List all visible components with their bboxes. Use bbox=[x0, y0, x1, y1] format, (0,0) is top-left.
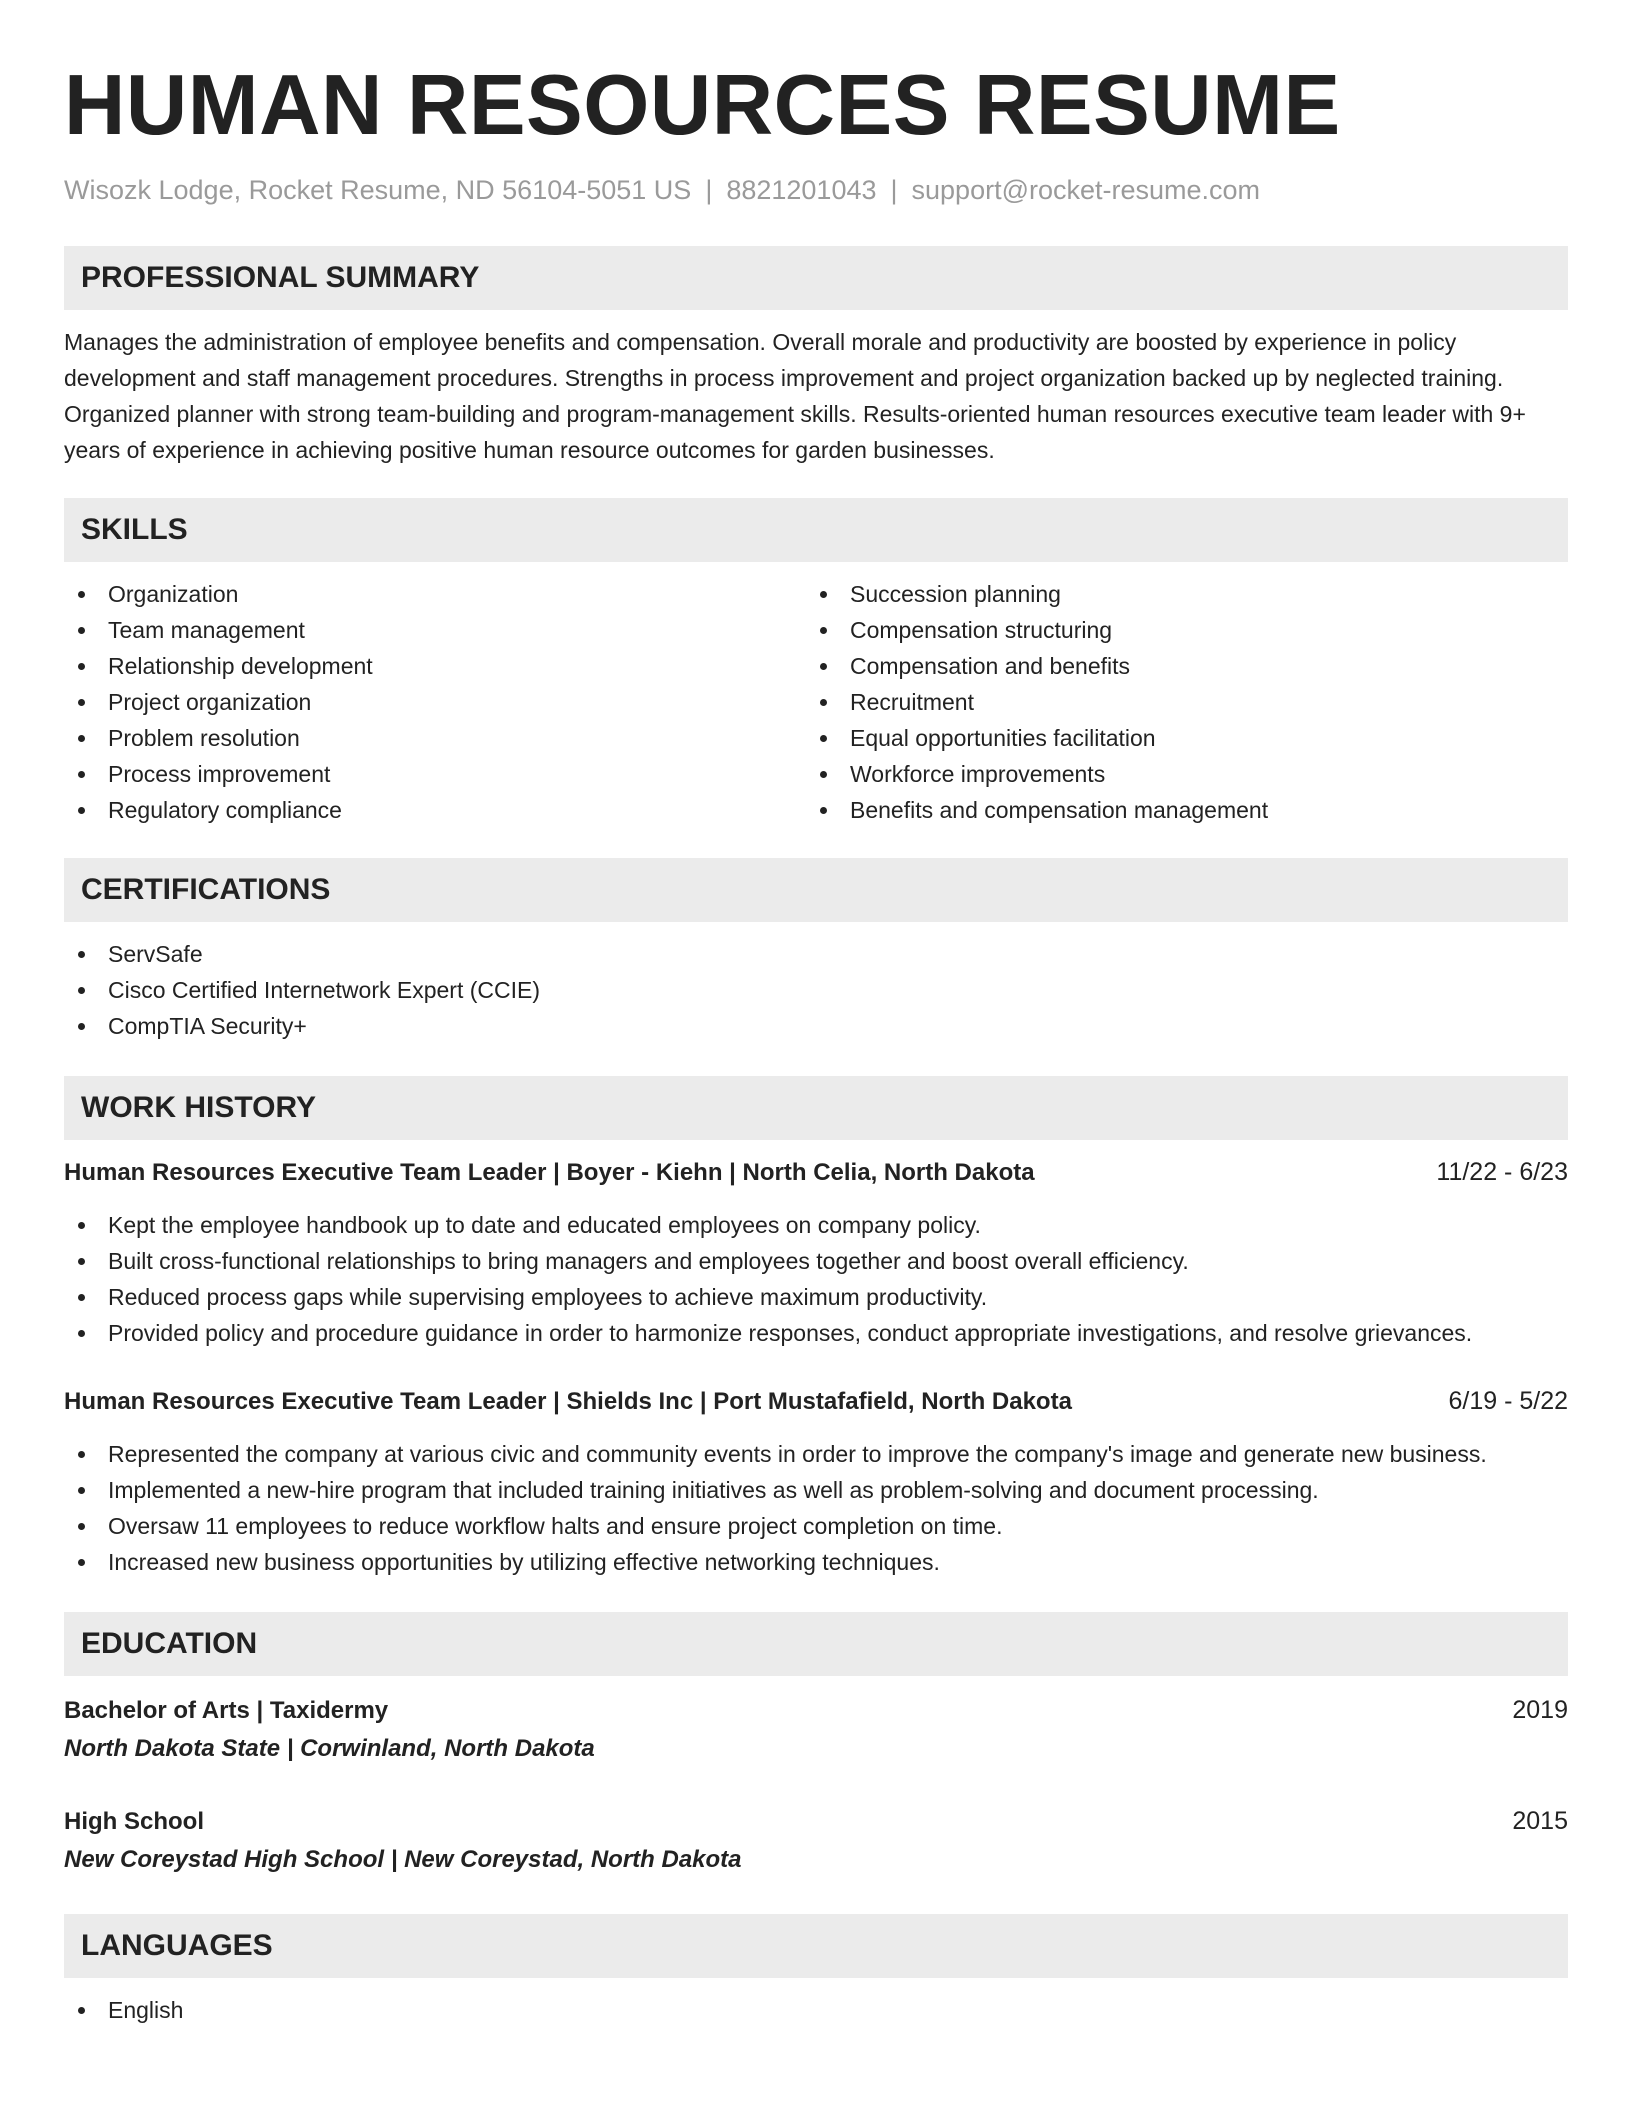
job-header bbox=[64, 1383, 1568, 1420]
education-entry-header bbox=[64, 1803, 1568, 1840]
job-entry bbox=[64, 1154, 1568, 1351]
education-degree: Bachelor of Arts | Taxidermy bbox=[64, 1697, 389, 1724]
job-bullet: Built cross-functional relationships to bring managers and employees together and boost overall efficiency. bbox=[64, 1243, 1568, 1279]
job-bullet: Oversaw 11 employees to reduce workflow halts and ensure project completion on time. bbox=[64, 1508, 1568, 1544]
skill-item: Compensation and benefits bbox=[806, 648, 1548, 684]
skill-item: Process improvement bbox=[64, 756, 806, 792]
skill-item: Regulatory compliance bbox=[64, 792, 806, 828]
contact-phone: 8821201043 bbox=[726, 175, 877, 205]
job-dates: 6/19 - 5/22 bbox=[1448, 1387, 1568, 1415]
summary-text: Manages the administration of employee benefits and compensation. Overall morale and productivity are boosted by experience in policy development and staff management procedures. Strengths in process improvement and project organization backed up by neglected training. Organized planner with strong team-building and program-management skills. Results-oriented human resources executive team leader with 9+ years of experience in achieving positive human resource outcomes for garden businesses. bbox=[64, 329, 1526, 463]
skill-item: Relationship development bbox=[64, 648, 806, 684]
certification-item: CompTIA Security+ bbox=[64, 1008, 1568, 1044]
skill-item: Succession planning bbox=[806, 576, 1548, 612]
job-heading: Human Resources Executive Team Leader | Shields Inc | Port Mustafafield, North Dakota bbox=[64, 1388, 1072, 1415]
languages-section bbox=[64, 1914, 1568, 2028]
education-header: EDUCATION bbox=[64, 1612, 1568, 1676]
skill-item: Equal opportunities facilitation bbox=[806, 720, 1548, 756]
job-entry bbox=[64, 1383, 1568, 1580]
education-school: North Dakota State | Corwinland, North Dakota bbox=[64, 1735, 595, 1762]
education-entry bbox=[64, 1803, 1568, 1878]
job-bullet: Increased new business opportunities by utilizing effective networking techniques. bbox=[64, 1544, 1568, 1580]
education-school: New Coreystad High School | New Coreystad, North Dakota bbox=[64, 1846, 742, 1873]
education-year: 2015 bbox=[1512, 1807, 1568, 1835]
certifications-header: CERTIFICATIONS bbox=[64, 858, 1568, 922]
education-section bbox=[64, 1612, 1568, 1878]
contact-address: Wisozk Lodge, Rocket Resume, ND 56104-5051 US bbox=[64, 175, 692, 205]
skill-item: Project organization bbox=[64, 684, 806, 720]
job-header bbox=[64, 1154, 1568, 1191]
job-bullet: Represented the company at various civic and community events in order to improve the company's image and generate new business. bbox=[64, 1436, 1568, 1472]
contact-separator: | bbox=[890, 175, 898, 205]
job-bullets bbox=[64, 1436, 1568, 1580]
certification-item: ServSafe bbox=[64, 936, 1568, 972]
skills-right-list bbox=[806, 576, 1548, 828]
job-bullet: Implemented a new-hire program that included training initiatives as well as problem-solving and document processing. bbox=[64, 1472, 1568, 1508]
languages-header: LANGUAGES bbox=[64, 1914, 1568, 1978]
contact-email: support@rocket-resume.com bbox=[911, 175, 1261, 205]
resume-title: HUMAN RESOURCES RESUME bbox=[64, 58, 1341, 153]
work-history-header: WORK HISTORY bbox=[64, 1076, 1568, 1140]
language-item: English bbox=[64, 1992, 1568, 2028]
contact-line bbox=[64, 172, 1568, 208]
certifications-section bbox=[64, 858, 1568, 1044]
skill-item: Compensation structuring bbox=[806, 612, 1548, 648]
skill-item: Benefits and compensation management bbox=[806, 792, 1548, 828]
job-bullet: Kept the employee handbook up to date and educated employees on company policy. bbox=[64, 1207, 1568, 1243]
work-history-section bbox=[64, 1076, 1568, 1580]
contact-separator: | bbox=[705, 175, 713, 205]
skill-item: Team management bbox=[64, 612, 806, 648]
skills-left-list bbox=[64, 576, 806, 828]
skills-section bbox=[64, 498, 1568, 828]
job-dates: 11/22 - 6/23 bbox=[1436, 1158, 1568, 1186]
certification-item: Cisco Certified Internetwork Expert (CCIE) bbox=[64, 972, 1568, 1008]
job-bullets bbox=[64, 1207, 1568, 1351]
education-entry bbox=[64, 1692, 1568, 1767]
education-degree: High School bbox=[64, 1808, 204, 1835]
job-heading: Human Resources Executive Team Leader | Boyer - Kiehn | North Celia, North Dakota bbox=[64, 1159, 1035, 1186]
skill-item: Recruitment bbox=[806, 684, 1548, 720]
education-entry-header bbox=[64, 1692, 1568, 1729]
summary-header: PROFESSIONAL SUMMARY bbox=[64, 246, 1568, 310]
skills-header: SKILLS bbox=[64, 498, 1568, 562]
languages-list bbox=[64, 1992, 1568, 2028]
job-bullet: Reduced process gaps while supervising employees to achieve maximum productivity. bbox=[64, 1279, 1568, 1315]
skill-item: Problem resolution bbox=[64, 720, 806, 756]
certifications-list bbox=[64, 936, 1568, 1044]
skill-item: Workforce improvements bbox=[806, 756, 1548, 792]
skill-item: Organization bbox=[64, 576, 806, 612]
job-bullet: Provided policy and procedure guidance in order to harmonize responses, conduct appropriate investigations, and resolve grievances. bbox=[64, 1315, 1568, 1351]
summary-section bbox=[64, 246, 1568, 468]
skills-grid bbox=[64, 576, 1568, 828]
education-year: 2019 bbox=[1512, 1696, 1568, 1724]
